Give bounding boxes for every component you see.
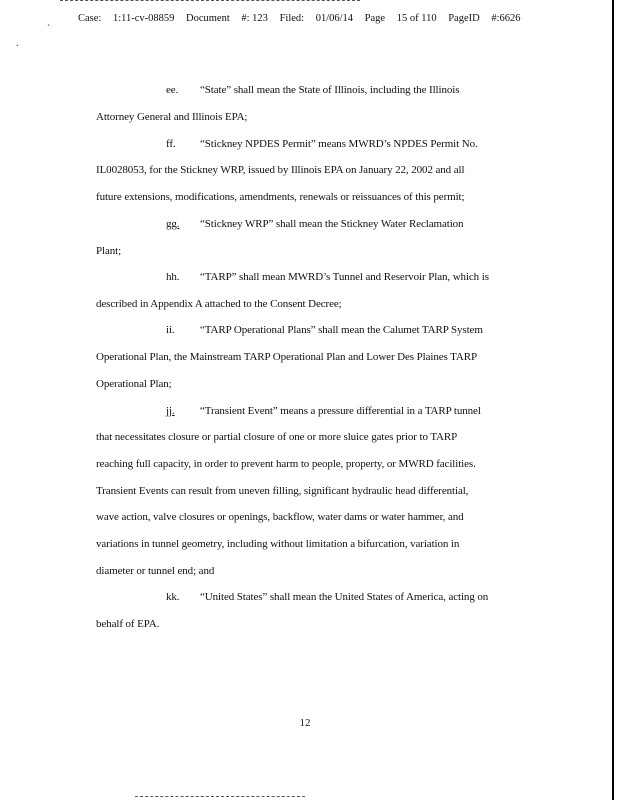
definition-jj-line1 [166, 405, 481, 417]
definition-jj-line3: reaching full capacity, in order to prevent harm to people, property, or MWRD facilities. [96, 458, 476, 470]
definition-ee-line2: Attorney General and Illinois EPA; [96, 111, 248, 123]
document-label: Document [186, 13, 230, 24]
definition-jj-text: “Transient Event” means a pressure differential in a TARP tunnel [200, 405, 481, 417]
definition-ff-label: ff. [166, 138, 176, 150]
definition-kk-label: kk. [166, 591, 180, 603]
definition-kk-text: “United States” shall mean the United States of America, acting on [200, 591, 489, 603]
definition-ii-label: ii. [166, 324, 175, 336]
definition-hh-line1 [166, 271, 489, 283]
page-label: Page [364, 13, 386, 24]
definition-hh-line2: described in Appendix A attached to the Consent Decree; [96, 298, 342, 310]
definition-ff-text: “Stickney NPDES Permit” means MWRD’s NPDES Permit No. [200, 138, 478, 150]
pageid-number: #:6626 [491, 13, 521, 24]
definition-hh-label: hh. [166, 271, 180, 283]
definition-ee-label: ee. [166, 84, 179, 96]
document-number: #: 123 [241, 13, 268, 24]
definition-ii-text: “TARP Operational Plans” shall mean the Calumet TARP System [200, 324, 483, 336]
definition-gg-line1 [166, 218, 463, 230]
definition-ii-line1 [166, 324, 483, 336]
definition-ee-text: “State” shall mean the State of Illinois, including the Illinois [200, 84, 460, 96]
definition-kk-line2: behalf of EPA. [96, 618, 160, 630]
definition-kk-line1 [166, 591, 488, 603]
definition-gg-text: “Stickney WRP” shall mean the Stickney Water Reclamation [200, 218, 464, 230]
definition-ff-line2: IL0028053, for the Stickney WRP, issued by Illinois EPA on January 22, 2002 and all [96, 164, 465, 176]
filed-date: 01/06/14 [315, 13, 354, 24]
top-rule [60, 0, 360, 2]
definition-gg-line2: Plant; [96, 245, 122, 257]
definition-jj-line2: that necessitates closure or partial closure of one or more sluice gates prior to TARP [96, 431, 458, 443]
page-count: 15 of 110 [396, 13, 437, 24]
definition-ee-line1 [166, 84, 459, 96]
case-number: 1:11-cv-08859 [112, 13, 175, 24]
case-header [78, 13, 530, 24]
case-label: Case: [78, 13, 102, 24]
filed-label: Filed: [279, 13, 305, 24]
definition-jj-line6: variations in tunnel geometry, including without limitation a bifurcation, variation in [96, 538, 460, 550]
bottom-rule [135, 796, 305, 798]
definition-ii-line3: Operational Plan; [96, 378, 172, 390]
scan-mark: ` [47, 24, 51, 35]
definition-jj-line7: diameter or tunnel end; and [96, 565, 215, 577]
scan-dot: . [16, 38, 19, 49]
pageid-label: PageID [448, 13, 480, 24]
definition-gg-label: gg. [166, 218, 180, 230]
definition-ff-line3: future extensions, modifications, amendments, renewals or reissuances of this permit; [96, 191, 465, 203]
definition-jj-label: jj. [166, 405, 175, 417]
definition-jj-line5: wave action, valve closures or openings, backflow, water dams or water hammer, and [96, 511, 464, 523]
page-border [612, 0, 614, 800]
definition-hh-text: “TARP” shall mean MWRD’s Tunnel and Reservoir Plan, which is [200, 271, 489, 283]
page-number: 12 [299, 717, 311, 729]
definition-jj-line4: Transient Events can result from uneven filling, significant hydraulic head differential, [96, 485, 469, 497]
definition-ii-line2: Operational Plan, the Mainstream TARP Operational Plan and Lower Des Plaines TARP [96, 351, 477, 363]
definition-ff-line1 [166, 138, 478, 150]
